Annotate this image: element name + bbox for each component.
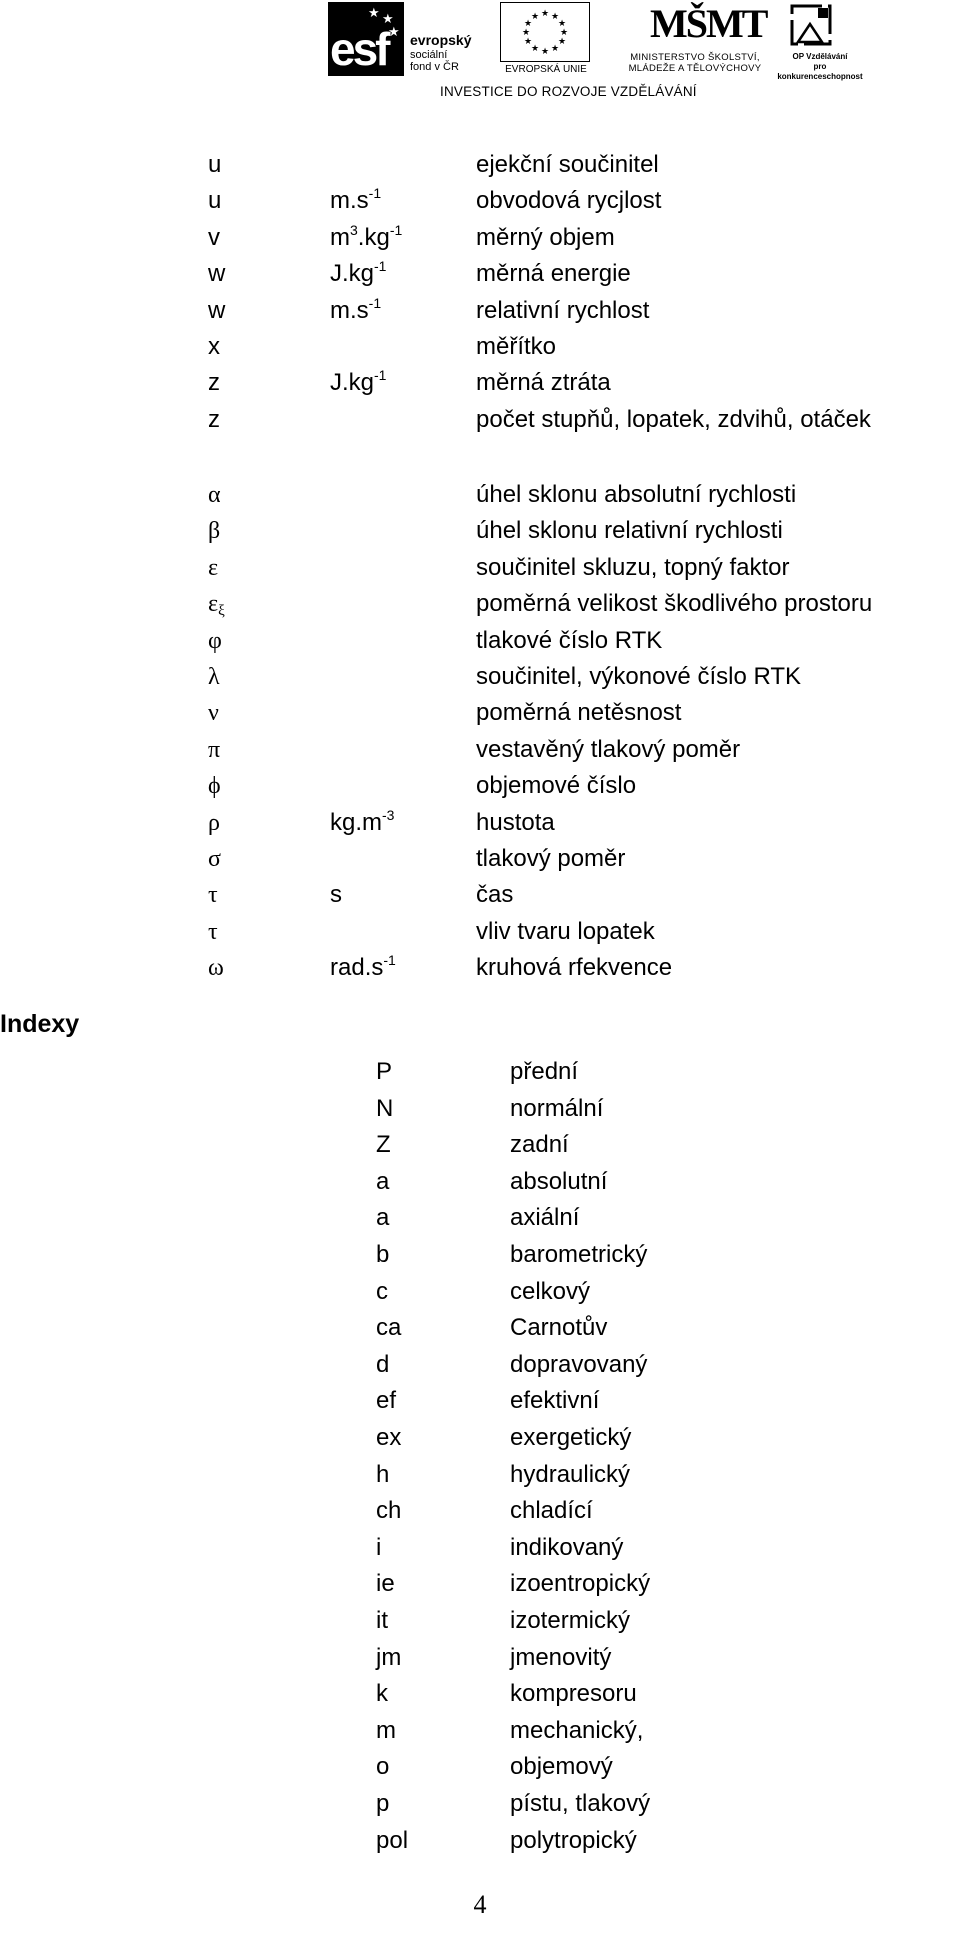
unit-exponent: -3 [382, 806, 395, 823]
esf-subtitle-2: fond v ČR [410, 61, 459, 73]
index-description: celkový [510, 1277, 591, 1305]
description: tlakový poměr [476, 845, 626, 872]
index-description: hydraulický [510, 1460, 631, 1488]
symbol-base: ω [208, 955, 224, 982]
description: měrný objem [476, 223, 615, 251]
description: ejekční součinitel [476, 151, 659, 178]
index-symbol: ex [376, 1424, 402, 1451]
svg-text:★: ★ [540, 9, 550, 19]
description: čas [476, 881, 514, 909]
symbol-base: ϕ [208, 773, 221, 800]
unit-base: s [330, 881, 342, 909]
symbol [208, 626, 222, 656]
symbol: u [208, 151, 222, 178]
symbol [208, 589, 225, 619]
index-description: objemový [510, 1753, 613, 1781]
symbol: u [208, 187, 222, 215]
index-description: jmenovitý [510, 1643, 612, 1671]
unit-exponent: -1 [374, 367, 387, 384]
symbol-base: σ [208, 846, 221, 872]
index-symbol: a [376, 1204, 390, 1232]
index-description: izotermický [510, 1607, 631, 1634]
symbol-base: τ [208, 918, 218, 945]
unit [330, 223, 402, 253]
op-vk-logo-icon [770, 2, 863, 81]
op-line-1: OP Vzdělávání [792, 52, 848, 61]
symbol [208, 771, 221, 801]
svg-text:★: ★ [523, 37, 533, 47]
symbol-base: α [208, 482, 221, 508]
esf-subtitle-1: sociální [410, 49, 448, 61]
unit-base: m.s [330, 296, 369, 324]
symbol-base: ε [208, 591, 219, 618]
symbol [208, 808, 220, 838]
index-symbol: Z [376, 1131, 391, 1159]
symbol: w [208, 296, 226, 324]
description: hustota [476, 808, 555, 836]
svg-text:★: ★ [557, 37, 567, 47]
index-symbol: b [376, 1241, 390, 1268]
index-description: pístu, tlakový [510, 1790, 651, 1817]
svg-text:★: ★ [540, 47, 550, 57]
description: úhel sklonu absolutní rychlosti [476, 481, 797, 508]
unit-base: m.s [330, 187, 369, 215]
unit [330, 259, 386, 289]
description: tlakové číslo RTK [476, 626, 663, 654]
unit-base: J.kg [330, 369, 375, 397]
symbol-base: ν [208, 700, 219, 727]
unit-base: J.kg [330, 260, 375, 288]
index-symbol: ch [376, 1497, 402, 1525]
index-description: exergetický [510, 1424, 632, 1451]
symbol [208, 953, 224, 983]
index-description: izoentropický [510, 1570, 651, 1598]
symbol-base: τ [208, 882, 218, 909]
index-description: přední [510, 1058, 579, 1085]
unit-base: m [330, 223, 350, 251]
description: počet stupňů, lopatek, zdvihů, otáček [476, 405, 871, 433]
msmt-line-2: MLÁDEŽE A TĚLOVÝCHOVY [628, 63, 762, 74]
symbol-base: λ [208, 664, 220, 690]
symbol [208, 553, 218, 583]
description: úhel sklonu relativní rychlosti [476, 517, 783, 545]
symbol: v [208, 223, 220, 251]
eu-caption: EVROPSKÁ UNIE [505, 64, 587, 75]
description: poměrná velikost škodlivého prostoru [476, 590, 873, 618]
unit [330, 186, 381, 216]
unit-tail-exponent: -1 [389, 221, 403, 238]
index-symbol: N [376, 1094, 394, 1122]
index-symbol: pol [376, 1826, 409, 1854]
index-symbol: k [376, 1680, 388, 1708]
symbol-base: π [208, 736, 221, 763]
unit-exponent: -1 [374, 258, 387, 275]
unit-exponent: -1 [383, 952, 396, 969]
index-description: zadní [510, 1131, 569, 1159]
description: součinitel, výkonové číslo RTK [476, 663, 802, 690]
description: měrná energie [476, 260, 631, 288]
description: měrná ztráta [476, 369, 611, 397]
index-symbol: P [376, 1058, 393, 1085]
symbol-base: β [208, 518, 221, 545]
index-description: dopravovaný [510, 1350, 648, 1378]
index-symbol: o [376, 1753, 390, 1781]
eu-flag-icon [496, 2, 596, 78]
index-symbol: jm [376, 1643, 402, 1671]
index-symbol: ie [376, 1570, 395, 1598]
symbol [208, 844, 221, 874]
unit [330, 808, 394, 838]
index-symbol: h [376, 1460, 390, 1488]
esf-logo-icon: ★ ★ ★ esf evropský sociální fond v ČR [328, 2, 488, 76]
index-description: polytropický [510, 1826, 637, 1854]
description: objemové číslo [476, 772, 637, 800]
index-symbol: a [376, 1167, 390, 1195]
svg-text:★: ★ [523, 19, 533, 29]
index-symbol: i [376, 1533, 382, 1561]
unit-exponent: 3 [350, 221, 358, 238]
symbol [208, 480, 221, 510]
description: součinitel skluzu, topný faktor [476, 553, 790, 581]
index-description: kompresoru [510, 1680, 637, 1708]
unit-base: rad.s [330, 954, 384, 982]
msmt-logo-icon: MŠMT MINISTERSTVO ŠKOLSTVÍ, MLÁDEŽE A TĚLOVÝCHOVY [610, 0, 780, 80]
op-line-2: pro konkurenceschopnost [777, 62, 863, 81]
unit-exponent: -1 [368, 294, 382, 311]
symbol-base: φ [208, 627, 222, 654]
description: kruhová rfekvence [476, 954, 673, 982]
index-description: barometrický [510, 1241, 648, 1268]
unit-base: kg.m [330, 808, 383, 836]
svg-text:★: ★ [530, 12, 540, 22]
index-description: absolutní [510, 1167, 608, 1195]
description: obvodová rycjlost [476, 187, 662, 215]
index-symbol: ca [376, 1314, 402, 1342]
svg-text:★: ★ [559, 28, 569, 38]
esf-title: evropský [410, 32, 472, 48]
description: relativní rychlost [476, 296, 650, 324]
symbol-base: ρ [208, 809, 220, 836]
index-symbol: ef [376, 1387, 397, 1415]
description: měřítko [476, 333, 557, 360]
unit [330, 368, 386, 398]
symbol-base: ε [208, 554, 219, 581]
svg-text:★: ★ [550, 44, 560, 54]
symbol: z [208, 369, 220, 397]
description: vliv tvaru lopatek [476, 917, 655, 945]
symbol [208, 880, 218, 910]
unit-tail: .kg [357, 223, 390, 251]
symbol [208, 917, 218, 947]
symbol-subscript: ξ [218, 603, 225, 620]
index-description: efektivní [510, 1387, 600, 1415]
index-description: chladící [510, 1497, 593, 1525]
index-description: Carnotův [510, 1314, 608, 1342]
index-symbol: p [376, 1790, 390, 1817]
symbol: x [208, 333, 220, 360]
svg-text:★: ★ [557, 19, 567, 29]
symbol: z [208, 405, 220, 433]
index-description: axiální [510, 1204, 580, 1232]
svg-text:★: ★ [530, 44, 540, 54]
symbol [208, 516, 220, 546]
symbol: w [208, 260, 226, 288]
unit [330, 880, 342, 910]
msmt-line-1: MINISTERSTVO ŠKOLSTVÍ, [630, 52, 760, 63]
symbol [208, 662, 220, 692]
index-description: indikovaný [510, 1533, 624, 1561]
banner-caption: INVESTICE DO ROZVOJE VZDĚLÁVÁNÍ [440, 84, 697, 99]
index-symbol: it [376, 1607, 388, 1634]
description: vestavěný tlakový poměr [476, 735, 741, 763]
unit [330, 296, 381, 326]
svg-text:★: ★ [521, 28, 531, 38]
index-description: mechanický, [510, 1716, 644, 1744]
index-symbol: m [376, 1716, 396, 1744]
index-symbol: d [376, 1350, 390, 1378]
svg-text:★: ★ [550, 12, 560, 22]
index-symbol: c [376, 1277, 388, 1305]
unit [330, 953, 396, 983]
symbol [208, 698, 219, 728]
index-description: normální [510, 1094, 604, 1122]
description: poměrná netěsnost [476, 699, 682, 727]
unit-exponent: -1 [368, 185, 382, 202]
page-number: 4 [473, 1890, 487, 1919]
indexy-heading: Indexy [0, 1010, 80, 1038]
symbol [208, 735, 220, 765]
